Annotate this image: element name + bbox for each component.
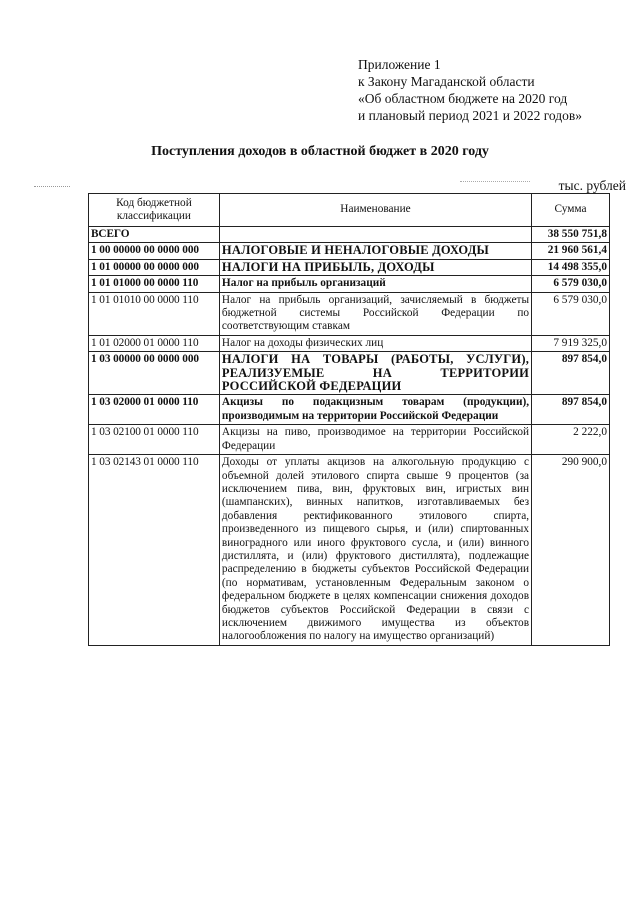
appendix-note: [358, 56, 582, 124]
cell-sum: 14 498 355,0: [532, 259, 610, 275]
cell-sum: 7 919 325,0: [532, 335, 610, 351]
header-sum: Сумма: [532, 194, 610, 227]
cell-sum: 897 854,0: [532, 352, 610, 395]
cell-code: 1 01 02000 01 0000 110: [89, 335, 220, 351]
cell-code: 1 01 01000 00 0000 110: [89, 276, 220, 292]
scan-artifact: [460, 181, 530, 183]
cell-code: 1 03 02000 01 0000 110: [89, 395, 220, 425]
cell-code: 1 03 02100 01 0000 110: [89, 425, 220, 455]
cell-name: НАЛОГИ НА ТОВАРЫ (РАБОТЫ, УСЛУГИ), РЕАЛИЗУЕМЫЕ НА ТЕРРИТОРИИ РОССИЙСКОЙ ФЕДЕРАЦИИ: [219, 352, 531, 395]
table-row: [89, 395, 610, 425]
cell-name: Налог на прибыль организаций, зачисляемый в бюджеты бюджетной системы Российской Федерации по соответствующим ставкам: [219, 292, 531, 335]
scan-artifact: [34, 186, 70, 188]
cell-code: ВСЕГО: [89, 227, 220, 243]
document-title: Поступления доходов в областной бюджет в 2020 году: [151, 144, 489, 159]
appendix-line: Приложение 1: [358, 57, 441, 72]
appendix-line: «Об областном бюджете на 2020 год: [358, 91, 568, 106]
cell-name: [219, 227, 531, 243]
cell-name: НАЛОГОВЫЕ И НЕНАЛОГОВЫЕ ДОХОДЫ: [219, 243, 531, 259]
table-row: [89, 243, 610, 259]
appendix-line: к Закону Магаданской области: [358, 74, 535, 89]
table-row: [89, 335, 610, 351]
appendix-line: и плановый период 2021 и 2022 годов»: [358, 108, 583, 123]
cell-code: 1 01 00000 00 0000 000: [89, 259, 220, 275]
table-row: [89, 292, 610, 335]
cell-name: Налог на доходы физических лиц: [219, 335, 531, 351]
cell-sum: 6 579 030,0: [532, 276, 610, 292]
table-row: [89, 455, 610, 646]
cell-name: Доходы от уплаты акцизов на алкогольную продукцию с объемной долей этилового спирта свыше 9 процентов (за исключением пива, вин, фруктовых вин, игристых вин (шампанских), винных напитков, изготавливаемых без добавления ректификованного этилового спирта, произведенного из пищевого сырья, и (или) спиртованных виноградного или иного фруктового сусла, и (или) винного дистиллята, и (или) фруктового дистиллята), подлежащие распределению в бюджеты субъектов Российской Федерации (по нормативам, установленным Федеральным законом о федеральном бюджете в целях компенсации снижения доходов бюджетов субъектов Российской Федерации в связи с исключением движимого имущества из объектов налогообложения по налогу на имущество организаций): [219, 455, 531, 646]
cell-sum: 6 579 030,0: [532, 292, 610, 335]
cell-name: Налог на прибыль организаций: [219, 276, 531, 292]
cell-name: Акцизы на пиво, производимое на территории Российской Федерации: [219, 425, 531, 455]
cell-code: 1 03 00000 00 0000 000: [89, 352, 220, 395]
table-header-row: [89, 194, 610, 227]
cell-code: 1 00 00000 00 0000 000: [89, 243, 220, 259]
cell-code: 1 03 02143 01 0000 110: [89, 455, 220, 646]
table-row: [89, 259, 610, 275]
cell-code: 1 01 01010 00 0000 110: [89, 292, 220, 335]
cell-sum: 21 960 561,4: [532, 243, 610, 259]
units-label: тыс. рублей: [558, 178, 626, 193]
cell-sum: 897 854,0: [532, 395, 610, 425]
table-row: [89, 352, 610, 395]
table-row: [89, 276, 610, 292]
cell-sum: 38 550 751,8: [532, 227, 610, 243]
revenue-table: [88, 193, 610, 646]
table-row: [89, 425, 610, 455]
table-row: [89, 227, 610, 243]
header-code: Код бюджетной классификации: [89, 194, 220, 227]
cell-name: НАЛОГИ НА ПРИБЫЛЬ, ДОХОДЫ: [219, 259, 531, 275]
cell-sum: 2 222,0: [532, 425, 610, 455]
cell-sum: 290 900,0: [532, 455, 610, 646]
header-name: Наименование: [219, 194, 531, 227]
cell-name: Акцизы по подакцизным товарам (продукции), производимым на территории Российской Федерации: [219, 395, 531, 425]
